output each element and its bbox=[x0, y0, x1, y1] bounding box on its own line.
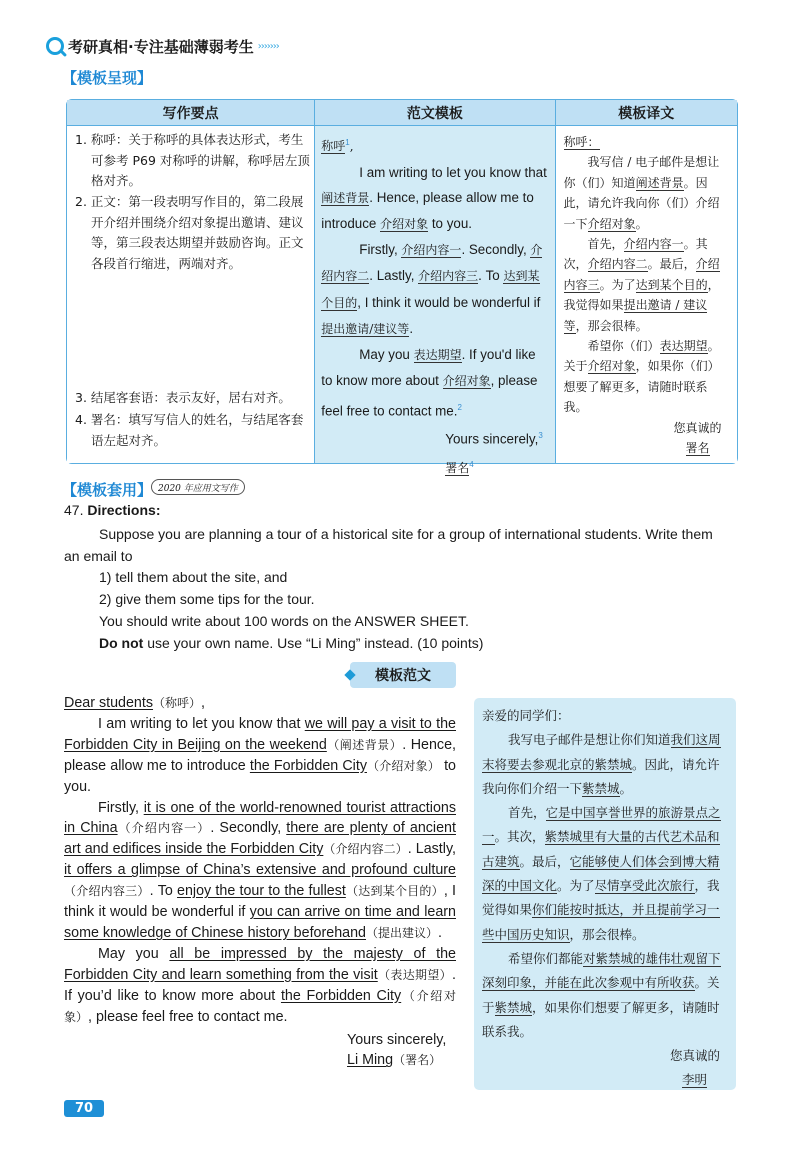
letter-p2k: enjoy the tour to the fullest bbox=[177, 883, 346, 900]
template-p2f: 介绍内容三 bbox=[418, 269, 479, 284]
letter-p3d: . If you’d like to know more about bbox=[64, 966, 456, 1004]
letter-salutation: Dear students bbox=[64, 695, 154, 711]
translation-p3d: 介绍对象 bbox=[587, 359, 636, 374]
translation-column bbox=[556, 126, 737, 463]
requirements-column bbox=[67, 126, 315, 463]
requirement-1: 1. 称呼：关于称呼的具体表达形式，考生可参考 P69 对称呼的讲解，称呼居左顶格对齐。 bbox=[75, 132, 310, 188]
letter-p2l: （达到某个目的） bbox=[345, 884, 444, 899]
template-p1e: to you. bbox=[428, 216, 473, 232]
page-number: 70 bbox=[64, 1100, 104, 1117]
letter-p2m: , I think it would be wonderful if bbox=[64, 883, 456, 921]
translation-p2i: ，我觉得如果 bbox=[563, 277, 720, 313]
directions-item2: 2) give them some tips for the tour. bbox=[99, 591, 315, 607]
translation-p3e: ，如果你（们）想要了解更多，请随时联系我。 bbox=[563, 359, 720, 415]
year-badge: 2020 年应用文写作 bbox=[151, 479, 245, 495]
cn-p1d: 紫禁城 bbox=[582, 780, 620, 796]
do-not-bold: Do not bbox=[99, 635, 144, 651]
cn-closing: 您真诚的 bbox=[670, 1048, 721, 1064]
cn-p2k: ，那会很棒。 bbox=[569, 926, 645, 942]
translation-closing: 您真诚的 bbox=[673, 420, 722, 435]
translation-p2g: 。为了 bbox=[599, 277, 636, 292]
letter-p3f: （介绍对象） bbox=[64, 988, 456, 1024]
letter-p1f: （介绍对象） bbox=[366, 758, 440, 773]
letter-sal-end: , bbox=[201, 695, 206, 711]
letter-p1a: I am writing to let you know that bbox=[98, 715, 305, 732]
model-letter bbox=[64, 693, 456, 1071]
translation-p1b: 阐述背景 bbox=[635, 175, 684, 190]
template-p2b: 介绍内容一 bbox=[401, 243, 462, 258]
translation-p3c: 。关于 bbox=[563, 339, 720, 374]
chinese-translation-box bbox=[474, 698, 736, 1090]
translation-p1e: 。 bbox=[635, 216, 648, 231]
table-body-row bbox=[67, 126, 737, 476]
translation-p2f: 介绍内容三 bbox=[563, 257, 720, 292]
template-salutation: 称呼 bbox=[321, 139, 346, 154]
template-p3b: 表达期望 bbox=[413, 348, 462, 363]
footnote-4: 4 bbox=[469, 459, 474, 469]
template-p2g: . To bbox=[478, 268, 504, 284]
letter-p2b: it is one of the world-renowned tourist attractions in China bbox=[64, 799, 456, 837]
directions-line1: Suppose you are planning a tour of a historical site for a group of international students. Write them bbox=[99, 526, 713, 542]
template-p1d: 介绍对象 bbox=[380, 217, 429, 232]
cn-p3c: 。关于 bbox=[482, 975, 720, 1015]
translation-p2k: ，那会很棒。 bbox=[575, 318, 648, 333]
template-p2k: . bbox=[409, 320, 414, 336]
template-p1a: I am writing to let you know that bbox=[359, 164, 547, 180]
letter-p3c: （表达期望） bbox=[377, 967, 452, 982]
header-arrows: ››››››› bbox=[257, 40, 279, 52]
letter-sal-tag: （称呼） bbox=[153, 696, 202, 710]
question-number: 47. bbox=[64, 502, 88, 518]
letter-p2f: （介绍内容二） bbox=[323, 842, 408, 857]
letter-name: Li Ming bbox=[347, 1052, 394, 1069]
template-p2h: 达到某个目的 bbox=[321, 269, 540, 310]
requirement-2: 2. 正文：第一段表明写作目的，第二段展开介绍并围绕介绍对象提出邀请、建议等，第三段表达期望并鼓励咨询。正文各段首行缩进，两端对齐。 bbox=[75, 194, 304, 271]
template-p3a: May you bbox=[359, 347, 414, 363]
letter-p2n: you can arrive on time and learn some knowledge of Chinese history beforehand bbox=[64, 904, 456, 941]
template-p3e: , please feel free to contact me. bbox=[321, 373, 538, 418]
letter-p2j: . To bbox=[149, 883, 178, 900]
footnote-2: 2 bbox=[457, 402, 462, 412]
footnote-3: 3 bbox=[538, 431, 543, 441]
cn-p2d: 紫禁城里有大量的古代艺术品和古建筑 bbox=[482, 829, 720, 869]
template-signature: 署名 bbox=[445, 461, 470, 476]
letter-p3a: May you bbox=[98, 945, 170, 962]
cn-p1b: 我们这周末将要去参观北京的紫禁城 bbox=[482, 732, 721, 772]
letter-closing: Yours sincerely, bbox=[347, 1031, 447, 1048]
letter-p3g: , please feel free to contact me. bbox=[88, 1008, 288, 1025]
cn-p2c: 。其次， bbox=[494, 829, 545, 845]
letter-p1g: to you. bbox=[64, 757, 457, 795]
translation-text bbox=[564, 132, 731, 459]
letter-p2a: Firstly, bbox=[98, 799, 144, 816]
template-p2j: 提出邀请/建议等 bbox=[321, 321, 410, 336]
template-p3c: . If you'd like to know more about bbox=[321, 347, 536, 389]
cn-p2h: 尽情享受此次旅行 bbox=[594, 878, 695, 894]
template-column bbox=[315, 126, 555, 476]
search-logo-icon bbox=[46, 37, 64, 55]
letter-p1d: . Hence, please allow me to introduce bbox=[64, 736, 456, 774]
template-p2a: Firstly, bbox=[359, 242, 402, 258]
section-template-apply: 【模板套用】 bbox=[62, 481, 153, 499]
header-template-translation: 模板译文 bbox=[618, 105, 675, 122]
letter-p2h: it offers a glimpse of China’s extensive and profound culture bbox=[64, 862, 456, 879]
template-p3d: 介绍对象 bbox=[442, 374, 491, 389]
template-p2i: , I think it would be wonderful if bbox=[357, 294, 541, 310]
footnote-1: 1 bbox=[345, 138, 350, 147]
directions-heading bbox=[64, 499, 160, 521]
letter-p2c: （介绍内容一） bbox=[117, 821, 211, 836]
template-p2e: . Lastly, bbox=[369, 268, 419, 284]
translation-p2e: 。最后， bbox=[647, 257, 696, 272]
translation-p2j: 提出邀请 / 建议等 bbox=[563, 298, 708, 333]
cn-p2a: 首先， bbox=[508, 805, 546, 821]
cn-p3b: 对紫禁城的雄伟壮观留下深刻印象，并能在此次参观中有所收获 bbox=[482, 950, 721, 991]
directions-line2: an email to bbox=[64, 548, 133, 564]
letter-name-tag: （署名） bbox=[393, 1053, 442, 1068]
translation-p2a: 首先， bbox=[587, 237, 624, 252]
template-closing: Yours sincerely, bbox=[445, 431, 539, 447]
cn-p2e: 。最后， bbox=[519, 853, 570, 869]
header-writing-points: 写作要点 bbox=[67, 100, 315, 125]
letter-p2e: there are plenty of ancient art and edifices inside the Forbidden City bbox=[64, 820, 456, 858]
directions-line3: You should write about 100 words on the ANSWER SHEET. bbox=[99, 613, 469, 629]
letter-p3e: the Forbidden City bbox=[280, 987, 402, 1004]
requirement-4: 4. 署名：填写写信人的姓名，与结尾客套语左起对齐。 bbox=[75, 412, 304, 448]
cn-p2i: ，我觉得如果 bbox=[482, 878, 720, 918]
cn-p3a: 希望你们都能 bbox=[508, 950, 584, 966]
template-text: 称呼$^1$, I am writing to let you know that 阐述背景. Hence, please allow me to introduce 介绍对象 to you. Firstly, 介绍内容一. Secondly, 介绍内容二. Lastly, 介绍内容三. To 达到某个目的, I think it would be wonderful if 提出邀请/建议等. May you 表达期望. If you'd like to know more about 介绍对象, please feel free to contact me.$^2$ Yours sincerely,$^3$ 署名$^4$ bbox=[321, 138, 547, 476]
letter-p1c: （阐述背景） bbox=[326, 737, 403, 752]
translation-salutation: 称呼： bbox=[563, 135, 600, 149]
translation-p2h: 达到某个目的 bbox=[635, 277, 708, 292]
cn-p1c: 。因此，请允许我向你们介绍一下 bbox=[482, 756, 720, 796]
template-p1b: 阐述背景 bbox=[321, 190, 370, 205]
letter-p2i: （介绍内容三） bbox=[64, 884, 150, 899]
letter-p1b: we will pay a visit to the Forbidden City in Beijing on the weekend bbox=[64, 715, 456, 753]
letter-p2p: . bbox=[438, 924, 443, 941]
translation-p3b: 表达期望 bbox=[659, 339, 708, 354]
header-model-template: 范文模板 bbox=[315, 100, 555, 125]
cn-p2f: 它能够使人们体会到博大精深的中国文化 bbox=[482, 853, 720, 894]
cn-p1e: 。 bbox=[619, 780, 633, 796]
model-essay-banner: 模板范文 bbox=[350, 662, 456, 688]
letter-p2g: . Lastly, bbox=[407, 841, 456, 858]
translation-signature: 署名 bbox=[685, 441, 710, 456]
translation-p1d: 介绍对象 bbox=[587, 216, 636, 231]
cn-p2b: 它是中国享誉世界的旅游景点之一 bbox=[482, 805, 721, 845]
cn-p1a: 我写电子邮件是想让你们知道 bbox=[508, 732, 671, 748]
translation-p2b: 介绍内容一 bbox=[623, 237, 684, 252]
letter-p1e: the Forbidden City bbox=[249, 757, 367, 774]
translation-p3a: 希望你（们） bbox=[587, 339, 660, 354]
cn-p3d: 紫禁城 bbox=[494, 999, 533, 1015]
translation-p1c: 。因此，请允许我向你（们）介绍一下 bbox=[563, 175, 720, 231]
directions-item1: 1) tell them about the site, and bbox=[99, 569, 288, 585]
template-p1c: . Hence, please allow me to introduce bbox=[321, 189, 534, 232]
header-title: 考研真相·专注基础薄弱考生 bbox=[68, 37, 254, 56]
cn-salutation: 亲爱的同学们： bbox=[482, 708, 570, 723]
directions-dont-rest: use your own name. Use “Li Ming” instead. (10 points) bbox=[143, 635, 484, 651]
translation-p1a: 我写信 / 电子邮件是想让你（们）知道 bbox=[563, 155, 720, 190]
page-header bbox=[46, 34, 279, 58]
directions-label: Directions: bbox=[87, 502, 161, 518]
chinese-translation-text bbox=[482, 704, 732, 1093]
cn-p3e: ，如果你们想要了解更多，请随时联系我。 bbox=[482, 999, 720, 1039]
cn-name: 李明 bbox=[682, 1072, 708, 1088]
cn-p2g: 。为了 bbox=[557, 878, 595, 894]
directions-line4 bbox=[99, 632, 483, 654]
letter-p3b: all be impressed by the majesty of the Forbidden City and learn something from the visit bbox=[64, 945, 456, 983]
letter-p2d: . Secondly, bbox=[210, 820, 287, 837]
translation-p2c: 。其次， bbox=[563, 237, 708, 272]
translation-p2d: 介绍内容二 bbox=[587, 257, 648, 272]
letter-p2o: （提出建议） bbox=[366, 925, 439, 940]
table-header-row bbox=[67, 100, 737, 126]
requirement-3: 3. 结尾客套语：表示友好，居右对齐。 bbox=[75, 390, 291, 405]
template-table bbox=[66, 99, 738, 476]
section-template-present: 【模板呈现】 bbox=[62, 69, 153, 87]
template-p2c: . Secondly, bbox=[461, 242, 531, 258]
cn-p2j: 你们能按时抵达，并且提前学习一些中国历史知识 bbox=[482, 902, 720, 942]
template-p2d: 介绍内容二 bbox=[321, 243, 543, 284]
